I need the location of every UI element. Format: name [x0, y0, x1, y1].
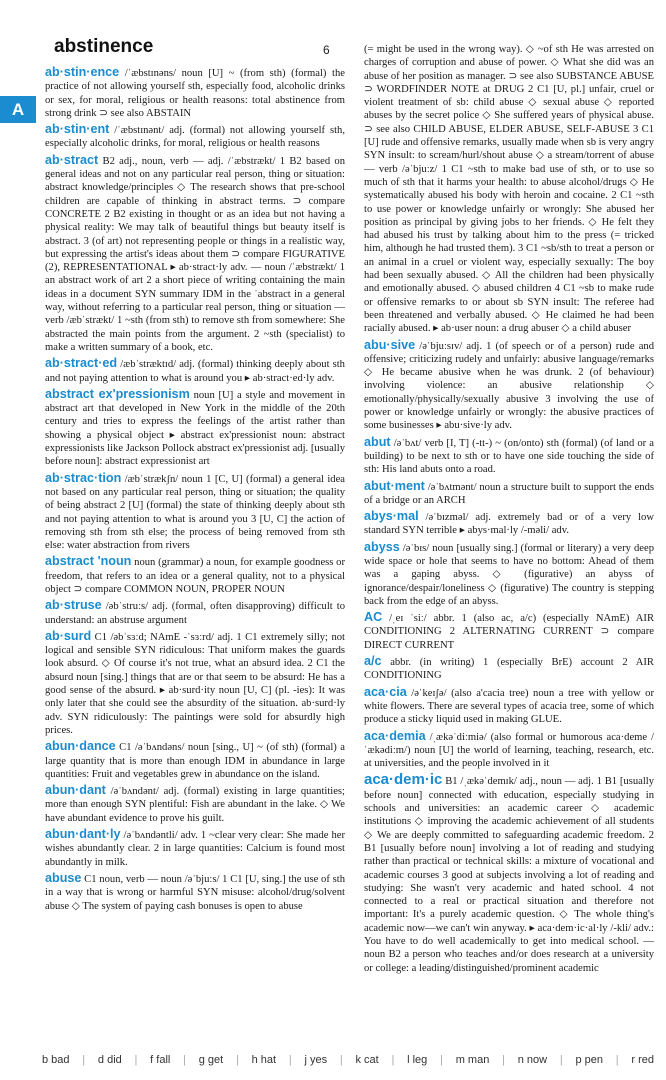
separator: | — [391, 1054, 395, 1066]
entry-text: /ˌeɪ ˈsiː/ abbr. 1 (also ac, a/c) (especially NAmE) AIR CONDITIONING 2 ALTERNATING CURRENT ⊃ compare DIRECT CURRENT — [364, 613, 655, 651]
dictionary-entry — [45, 740, 345, 781]
headword: abun·dant·ly — [45, 827, 121, 842]
pron-key-item: f fall — [150, 1054, 171, 1066]
separator: | — [235, 1054, 239, 1066]
dictionary-entry — [45, 154, 345, 354]
dictionary-entry — [364, 42, 654, 336]
entry-text: abbr. (in writing) 1 (especially BrE) account 2 AIR CONDITIONING — [364, 657, 654, 682]
headword: abut·ment — [364, 478, 425, 493]
separator: | — [502, 1054, 505, 1066]
headword: aca·dem·ic — [364, 771, 443, 789]
dictionary-entry — [364, 339, 654, 433]
headword: abun·dance — [45, 739, 116, 754]
entry-text: /əˈbʌt/ verb [I, T] (-tt-) ~ (on/onto) sth (formal) (of land or a building) to be next to sth or to have one side touching the side of sth: His land abuts onto a road. — [364, 437, 655, 476]
separator: | — [339, 1054, 343, 1066]
entry-text: /əˈbʌndənt/ adj. (formal) existing in large quantities; more than enough SYN plentiful: Fish are abundant in the lake. ◇ We have abundant evidence to prove his guilt. — [45, 786, 345, 824]
dictionary-entry — [45, 599, 345, 627]
dictionary-entry — [45, 388, 345, 469]
headword: ab·surd — [45, 628, 92, 643]
separator: | — [440, 1054, 443, 1066]
headword: aca·cia — [364, 684, 407, 699]
entry-text: /ˈæbstɪnəns/ noun [U] ~ (from sth) (formal) the practice of not allowing yourself sth, especially food, alcoholic drinks or sex, for moral, religious or health reasons: total abstinence from strong drink ⊃ see also ABSTAIN — [45, 68, 345, 119]
headword: ab·stract — [45, 152, 99, 167]
separator: | — [183, 1054, 186, 1066]
headword: ab·stin·ence — [45, 65, 120, 79]
headword: abu·sive — [364, 337, 416, 352]
page-number: 6 — [323, 43, 330, 57]
dictionary-entry — [45, 828, 345, 869]
entry-text: C1 /əˈbʌndəns/ noun [sing., U] ~ (of sth) (formal) a large quantity that is more than enough IDM in abundance in large quantities: Fruit and vegetables grew in abundance on the island. — [45, 742, 345, 780]
entry-text: (= might be used in the wrong way). ◇ ~of sth He was arrested on charges of corruption and abuse of power. ◇ What she did was an abuse of her position as manager. ⊃ see also SUBSTANCE ABUSE ⊃ WORDFINDER NOTE at DRUG 2 C1 [U, pl.] unfair, cruel or violent treatment of sb: child abuse ◇ sexual abuse ◇ reported abuses by the secret police ◇ She suffered years of physical abuse. ⊃ see also CHILD ABUSE, ELDER ABUSE, SELF-ABUSE 3 C1 [U] rude and offensive remarks, usually made when sb is very angry SYN insult: to scream/hurl/shout abuse ◇ a stream/torrent of abuse — verb /əˈbjuːz/ 1 C1 ~sth to make bad use of sth, or to use so much of sth that it harms your health: to abuse alcohol/drugs ◇ He systematically abused his body with heroin and cocaine. 2 C1 ~sth to use power or knowledge unfairly or wrongly: She abused her position as principal by giving jobs to her friends. ◇ He felt they had abused his trust by talking about him to the press (= tricked him, although he had trusted them). 3 C1 ~sb/sth to treat a person or an animal in a cruel or violent way, especially sexually: The boy had been sexually abused. ◇ All the children had been physically and emotionally abused. ◇ abused children 4 C1 ~sb to make rude or offensive remarks to or about sb SYN insult: The referee had been threatened and verbally abused. ◇ He claimed he had been racially abused. ▸ ab·user noun: a drug abuser ◇ a child abuser — [364, 44, 654, 335]
headword: abstract ex'pressionism — [45, 386, 190, 401]
dictionary-entry — [45, 555, 345, 596]
dictionary-entry — [364, 480, 654, 508]
dictionary-entry — [45, 872, 345, 913]
entry-text: /əˈkeɪʃə/ (also a'cacia tree) noun a tree with yellow or white flowers. There are several types of acacia tree, some of which produce a sticky liquid used in making GLUE. — [364, 687, 654, 726]
pron-key-item: d did — [97, 1054, 122, 1066]
entry-text: noun [U] a style and movement in abstract art that developed in New York in the middle of the 20th century and tries to express the feelings of the artist rather than showing a physical object ▸ abstract ex'pressionist noun: abstract expressionists like Jackson Pollock abstract ex'pressionist adj. [usually before noun]: abstract expressionist art — [45, 389, 345, 468]
entry-text: /ˌækəˈdiːmiə/ (also formal or humorous aca·deme /ˈækədiːm/) noun [U] the world of learning, teaching, research, etc. at universities, and the people involved in it — [364, 731, 654, 770]
headword: aca·demia — [364, 728, 426, 743]
headword: abuse — [45, 870, 82, 885]
guide-word: abstinence — [54, 36, 154, 57]
headword: ab·stin·ent — [45, 122, 110, 137]
dictionary-entry — [364, 655, 654, 683]
entry-text: /æbˈstrækʃn/ noun 1 [C, U] (formal) a general idea not based on any particular real person, thing or situation; the quality of being abstract 2 [U] (formal) the state of thinking deeply about sth and not paying attention to what is around you 3 [U, C] the action of removing sth from sth else; the process of being removed from sth else: water abstraction from rivers — [45, 473, 345, 552]
entry-text: B1 /ˌækəˈdemɪk/ adj., noun — adj. 1 B1 [usually before noun] connected with education, especially studying in schools and universities: an academic career ◇ academic institutions ◇ improving the academic achievement of all students ◇ We are deeply committed to safeguarding academic freedom. 2 B1 [usually before noun] involving a lot of reading and studying rather than practical or technical skills: a mixture of vocational and academic courses 3 good at subjects involving a lot of reading and studying: She wasn't very academic and hated school. 4 not connected to a real or practical situation and therefore not important: It's a purely academic question. ◇ The whole thing's academic now—we can't win anyway. ▸ aca·dem·ic·al·ly /-kli/ adv.: You have to do well academically to get into medical school. — noun B2 a person who teaches and/or does research at a university or college: a leading/distinguished/prominent academic — [364, 776, 655, 974]
entry-text: /ˈæbstɪnənt/ adj. (formal) not allowing yourself sth, especially alcoholic drinks, for moral, religious or health reasons — [45, 125, 345, 150]
entry-text: /æbˈstræktɪd/ adj. (formal) thinking deeply about sth and not paying attention to what is around you ▸ ab·stract·ed·ly adv. — [45, 359, 345, 384]
pron-key-item: r red — [631, 1054, 654, 1066]
entry-text: /əˈbɪs/ noun [usually sing.] (formal or literary) a very deep wide space or hole that seems to have no bottom: Ahead of them was a gaping abyss. ◇ (figurative) an abyss of ignorance/despair/loneliness ◇ (figurative) The country is stepping back from the edge of an abyss. — [364, 542, 654, 607]
separator: | — [559, 1054, 563, 1066]
dictionary-entry — [45, 472, 345, 553]
pron-key-item: g get — [198, 1054, 224, 1066]
dictionary-entry — [364, 686, 654, 727]
headword: abstract 'noun — [45, 554, 132, 569]
headword: abun·dant — [45, 783, 106, 798]
entry-text: /əˈbɪzməl/ adj. extremely bad or of a very low standard SYN terrible ▸ abys·mal·ly /-məli/ adv. — [364, 512, 654, 537]
entry-text: noun (grammar) a noun, for example goodness or freedom, that refers to an idea or a general quality, not to a physical object ⊃ compare COMMON NOUN, PROPER NOUN — [45, 557, 345, 595]
dictionary-entry — [364, 436, 654, 477]
dictionary-entry — [45, 357, 345, 385]
dictionary-entry — [364, 773, 654, 974]
pronunciation-key-footer — [42, 1054, 654, 1066]
pron-key-item: m man — [455, 1054, 490, 1066]
separator: | — [82, 1054, 86, 1066]
headword: ab·struse — [45, 598, 102, 613]
right-column — [364, 42, 654, 978]
dictionary-entry — [364, 541, 654, 608]
pron-key-item: b bad — [42, 1054, 70, 1066]
entry-text: C1 /əbˈsɜːd; NAmE -ˈsɜːrd/ adj. 1 C1 extremely silly; not logical and sensible SYN ridiculous: That uniform makes the guards look absurd. ◇ Of course it's not true, what an absurd idea. 2 C1 the absurd noun [sing.] things that are or that seem to be absurd: He has a good sense of the absurd. ▸ ab·surd·ity noun [U, C] (pl. -ies): It was only later that she could see the absurdity of the situation. ab·surd·ly adv. SYN ridiculously: The paintings were sold for absurdly high prices. — [45, 631, 345, 736]
entry-text: C1 noun, verb — noun /əˈbjuːs/ 1 C1 [U, sing.] the use of sth in a way that is wrong or harmful SYN misuse: alcohol/drug/solvent abuse ◇ The system of paying cash bonuses is open to abuse — [45, 873, 345, 912]
separator: | — [134, 1054, 138, 1066]
dictionary-entry — [45, 630, 345, 737]
pron-key-item: k cat — [355, 1054, 379, 1066]
entry-text: /əbˈstruːs/ adj. (formal, often disapproving) difficult to understand: an abstruse argument — [45, 601, 345, 626]
left-column — [45, 66, 345, 916]
pron-key-item: j yes — [304, 1054, 328, 1066]
pron-key-item: l leg — [407, 1054, 428, 1066]
thumb-index-tab[interactable]: A — [0, 96, 36, 123]
entry-text: /əˈbʌndəntli/ adv. 1 ~clear very clear: She made her wishes abundantly clear. 2 in large quantities: Calcium is found most abundantly in milk. — [45, 830, 345, 868]
headword: AC — [364, 610, 383, 625]
entry-text: /əˈbjuːsɪv/ adj. 1 (of speech or of a person) rude and offensive; criticizing rudely and unfairly: abusive language/remarks ◇ He became abusive when he was drunk. 2 (of behaviour) involving violence: an abusive relationship ◇ emotionally/physically/sexually abusive 3 involving the use of power or knowledge unfairly or wrongly: the abusive practices of some businesses ▸ abu·sive·ly adv. — [364, 340, 654, 432]
pron-key-item: n now — [517, 1054, 548, 1066]
dictionary-entry — [45, 66, 345, 120]
pron-key-item: h hat — [251, 1054, 277, 1066]
entry-text: /əˈbʌtmənt/ noun a structure built to support the ends of a bridge or an ARCH — [364, 481, 654, 506]
entry-text: B2 adj., noun, verb — adj. /ˈæbstrækt/ 1 B2 based on general ideas and not on any particular real person, thing or situation: abstract knowledge/principles ◇ The research shows that pre-school children are capable of thinking in abstract terms. ⊃ compare CONCRETE 2 B2 existing in thought or as an idea but not having a physical reality: We may talk of beautiful things but beauty itself is abstract. 3 (of art) not representing people or things in a realistic way, but expressing the artist's ideas about them ⊃ compare FIGURATIVE (2), REPRESENTATIONAL ▸ ab·stract·ly adv. — noun /ˈæbstrækt/ 1 an abstract work of art 2 a short piece of writing containing the main ideas in a document SYN summary IDM in the ˈabstract in a general way, without referring to a particular real person, thing or situation — verb /æbˈstrækt/ 1 ~sth (from sth) to remove sth from somewhere: She abstracted the main points from the argument. 2 ~sth (specialist) to make a written summary of a book, etc. — [45, 155, 346, 353]
headword: abut — [364, 434, 391, 449]
headword: abys·mal — [364, 509, 419, 524]
headword: a/c — [364, 654, 382, 669]
dictionary-entry — [45, 784, 345, 825]
dictionary-entry — [45, 123, 345, 151]
headword: ab·stract·ed — [45, 356, 118, 371]
dictionary-entry — [364, 611, 654, 652]
separator: | — [615, 1054, 619, 1066]
headword: ab·strac·tion — [45, 470, 122, 485]
pron-key-item: p pen — [575, 1054, 603, 1066]
dictionary-entry — [364, 730, 654, 771]
dictionary-entry — [364, 510, 654, 538]
headword: abyss — [364, 539, 400, 554]
separator: | — [288, 1054, 292, 1066]
